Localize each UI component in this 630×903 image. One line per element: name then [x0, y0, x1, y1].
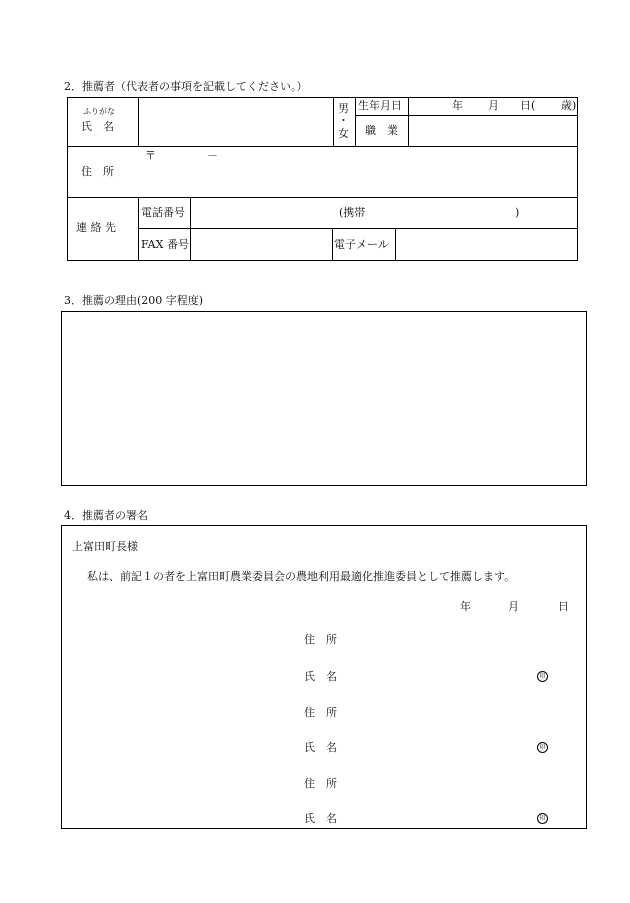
signer-3-seal-icon: 印 — [537, 813, 548, 824]
signer-1-name-field[interactable] — [350, 665, 530, 687]
signer-2-name-field[interactable] — [350, 736, 530, 758]
recommendation-statement: 私は、前記１の者を上富田町農業委員会の農地利用最適化推進委員として推薦します。 — [87, 570, 516, 583]
phone-field[interactable] — [191, 198, 576, 227]
mobile-label: (携帯 — [339, 206, 366, 219]
address-label: 住 所 — [81, 165, 114, 178]
section3-heading: 3．推薦の理由(200 字程度) — [64, 294, 204, 307]
date-year-label: 年 — [460, 600, 471, 613]
signer-1-address-field[interactable] — [350, 628, 570, 650]
signer-3-address-label: 住 所 — [304, 777, 337, 790]
fax-label: FAX 番号 — [141, 238, 189, 251]
occupation-label: 職 業 — [365, 124, 398, 137]
signer-3-name-field[interactable] — [350, 807, 530, 827]
email-field[interactable] — [396, 229, 576, 259]
birth-month-label: 月 — [488, 99, 499, 112]
reason-textbox[interactable] — [61, 311, 587, 486]
date-month-label: 月 — [508, 600, 519, 613]
signer-1-name-label: 氏 名 — [304, 670, 337, 683]
contact-label: 連 絡 先 — [76, 221, 116, 234]
furigana-label: ふりがな — [83, 107, 115, 116]
signer-2-address-label: 住 所 — [304, 706, 337, 719]
section2-heading: 2．推薦者（代表者の事項を記載してください。） — [64, 80, 308, 93]
birthdate-label: 生年月日 — [358, 99, 402, 112]
signer-2-name-label: 氏 名 — [304, 741, 337, 754]
signer-2-address-field[interactable] — [350, 701, 570, 723]
date-day-label: 日 — [558, 600, 569, 613]
occupation-field[interactable] — [409, 116, 576, 145]
signer-3-name-label: 氏 名 — [304, 812, 337, 825]
signer-1-address-label: 住 所 — [304, 633, 337, 646]
postal-mark: 〒 — [145, 149, 156, 162]
phone-label: 電話番号 — [141, 206, 185, 219]
mobile-close: ) — [515, 206, 520, 219]
birth-day-label: 日( — [520, 99, 536, 112]
name-label: 氏 名 — [81, 120, 114, 133]
signer-1-seal-icon: 印 — [537, 671, 548, 682]
postal-dash: － — [207, 149, 218, 162]
section4-heading: 4．推薦者の署名 — [64, 509, 148, 522]
sex-female-label[interactable]: 女 — [338, 127, 349, 140]
sex-male-label[interactable]: 男 — [338, 102, 349, 115]
name-field[interactable] — [139, 98, 332, 145]
address-field[interactable] — [139, 147, 576, 196]
addressee: 上富田町長様 — [72, 540, 138, 553]
birth-age-label: 歳) — [561, 99, 577, 112]
birth-year-label: 年 — [452, 99, 463, 112]
signer-3-address-field[interactable] — [350, 772, 570, 794]
email-label: 電子メール — [334, 238, 389, 251]
fax-field[interactable] — [191, 229, 331, 259]
sex-separator: ・ — [338, 114, 349, 127]
signer-2-seal-icon: 印 — [537, 742, 548, 753]
